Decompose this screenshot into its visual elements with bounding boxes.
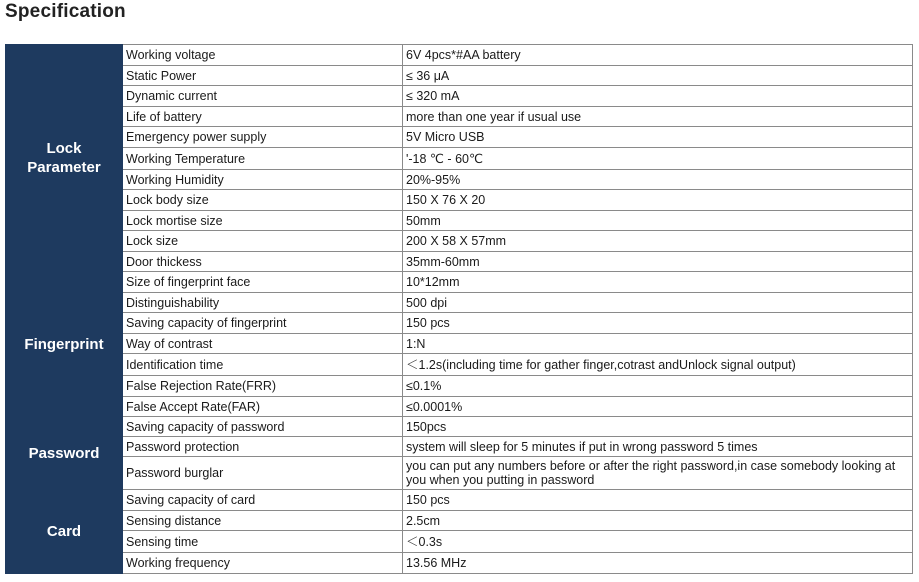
group-label: Password [6,417,123,490]
spec-value: 5V Micro USB [403,127,913,148]
spec-key: Saving capacity of card [123,490,403,511]
spec-value: system will sleep for 5 minutes if put in wrong password 5 times [403,437,913,457]
table-row [6,437,913,457]
table-row [6,231,913,252]
table-row [6,490,913,511]
spec-key: Saving capacity of password [123,417,403,437]
spec-value: ≤0.0001% [403,397,913,417]
spec-key: False Rejection Rate(FRR) [123,376,403,397]
table-row [6,334,913,354]
table-row [6,272,913,293]
group-label: Fingerprint [6,272,123,417]
spec-key: Working Humidity [123,170,403,190]
spec-value: ≤ 36 μA [403,66,913,86]
spec-value: 150 pcs [403,490,913,511]
spec-value: 2.5cm [403,511,913,531]
table-row [6,376,913,397]
spec-value: '-18 ℃ - 60℃ [403,148,913,170]
spec-value: 13.56 MHz [403,553,913,574]
table-row [6,45,913,66]
spec-value: more than one year if usual use [403,107,913,127]
spec-key: Way of contrast [123,334,403,354]
spec-key: False Accept Rate(FAR) [123,397,403,417]
spec-value: 200 X 58 X 57mm [403,231,913,252]
spec-value: 500 dpi [403,293,913,313]
table-row [6,354,913,376]
spec-key: Sensing time [123,531,403,553]
table-row [6,553,913,574]
table-row [6,66,913,86]
table-row [6,457,913,490]
spec-key: Lock body size [123,190,403,211]
spec-key: Lock mortise size [123,211,403,231]
spec-value: 50mm [403,211,913,231]
spec-value: ＜0.3s [403,531,913,553]
spec-value: 150pcs [403,417,913,437]
table-row [6,252,913,272]
spec-key: Saving capacity of fingerprint [123,313,403,334]
spec-key: Lock size [123,231,403,252]
spec-key: Working voltage [123,45,403,66]
spec-value: 150 pcs [403,313,913,334]
spec-value: ≤0.1% [403,376,913,397]
spec-key: Identification time [123,354,403,376]
spec-value: 150 X 76 X 20 [403,190,913,211]
table-row [6,417,913,437]
table-row [6,313,913,334]
spec-key: Working Temperature [123,148,403,170]
table-row [6,531,913,553]
spec-key: Sensing distance [123,511,403,531]
table-row [6,127,913,148]
spec-value: ≤ 320 mA [403,86,913,107]
table-row [6,107,913,127]
spec-key: Door thickess [123,252,403,272]
spec-value: 35mm-60mm [403,252,913,272]
spec-value: 1:N [403,334,913,354]
spec-key: Working frequency [123,553,403,574]
group-label: Card [6,490,123,574]
spec-value: ＜1.2s(including time for gather finger,cotrast andUnlock signal output) [403,354,913,376]
table-row [6,211,913,231]
spec-key: Emergency power supply [123,127,403,148]
spec-key: Size of fingerprint face [123,272,403,293]
spec-key: Password protection [123,437,403,457]
spec-key: Life of battery [123,107,403,127]
group-label: Lock Parameter [6,45,123,272]
spec-value: 6V 4pcs*#AA battery [403,45,913,66]
table-row [6,86,913,107]
spec-key: Distinguishability [123,293,403,313]
table-row [6,170,913,190]
table-row [6,511,913,531]
spec-value: 20%-95% [403,170,913,190]
spec-key: Password burglar [123,457,403,490]
table-row [6,293,913,313]
spec-table [5,44,913,574]
spec-value: 10*12mm [403,272,913,293]
table-row [6,148,913,170]
spec-key: Static Power [123,66,403,86]
page-title: Specification [5,1,126,22]
spec-value: you can put any numbers before or after the right password,in case somebody looking at you when you putting in password [403,457,913,490]
spec-key: Dynamic current [123,86,403,107]
table-row [6,397,913,417]
table-row [6,190,913,211]
